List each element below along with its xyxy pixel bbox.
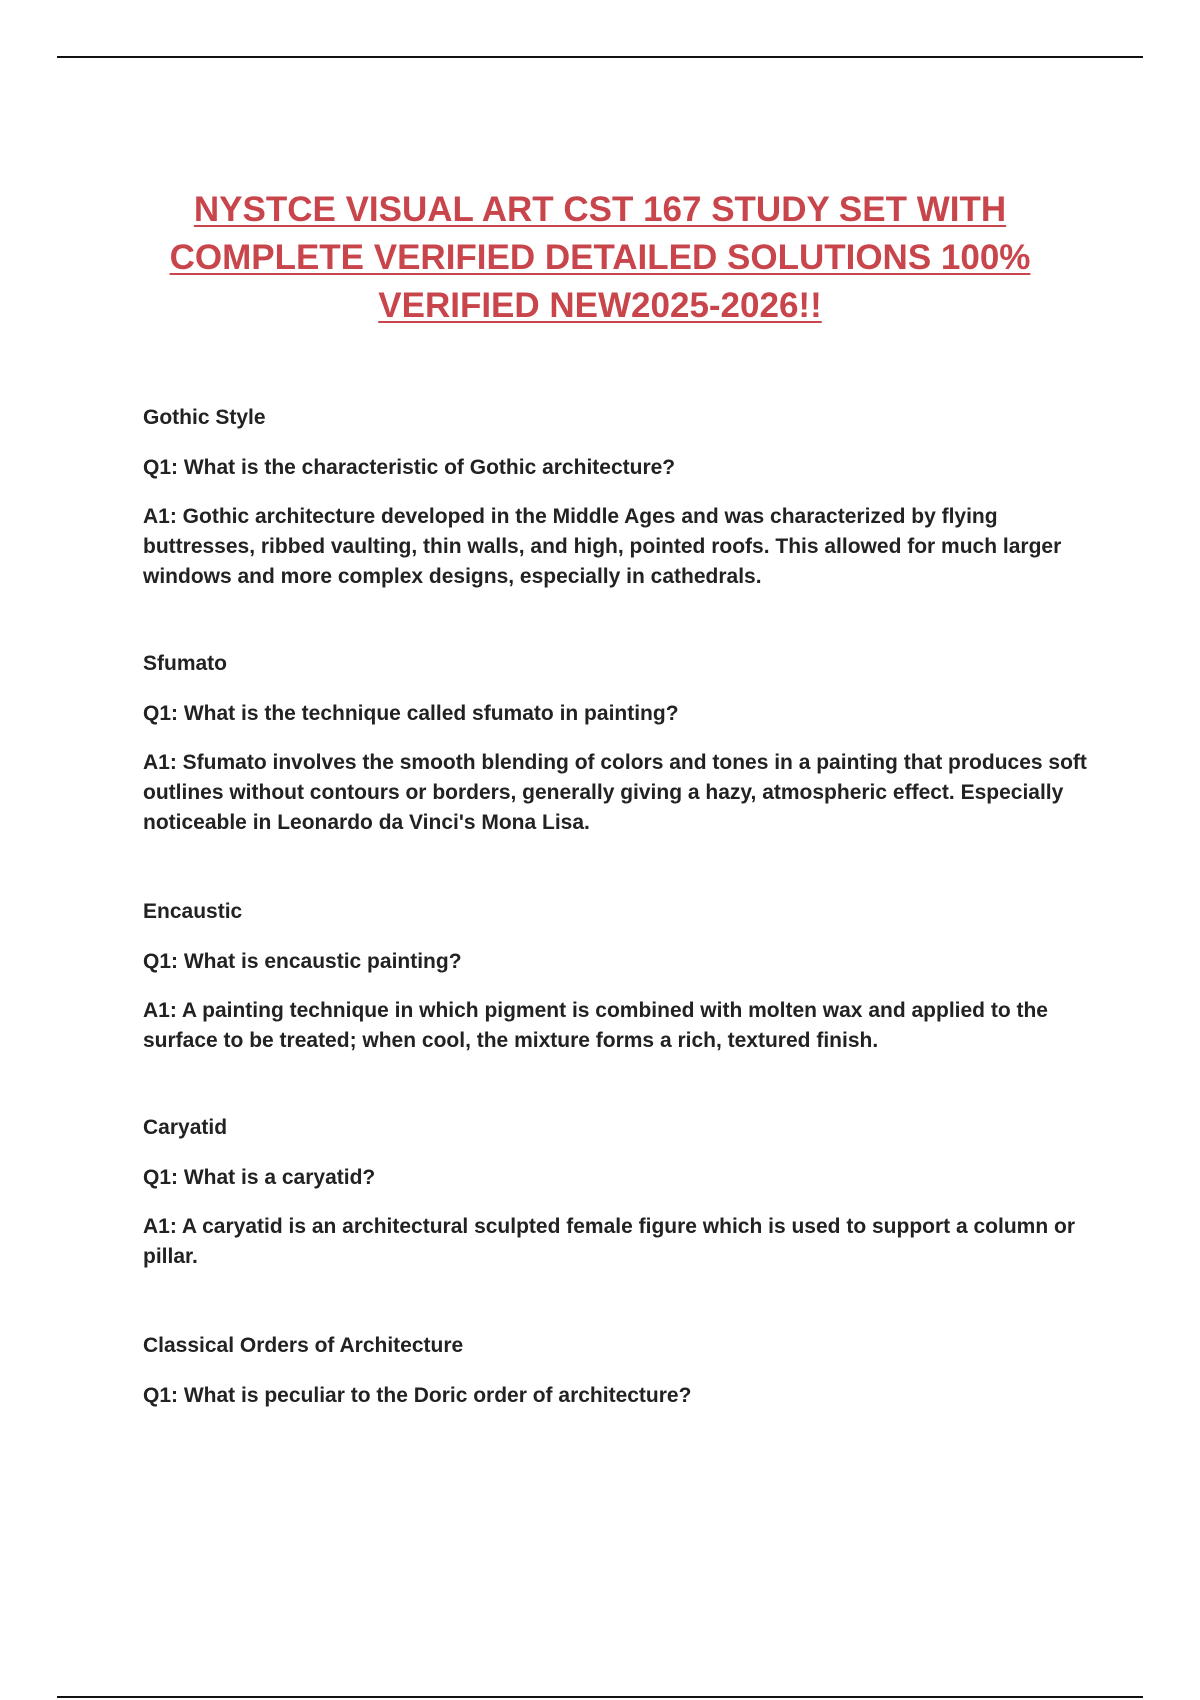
section-classical-orders — [143, 1332, 1093, 1410]
answer: A1: A caryatid is an architectural sculpted female figure which is used to support a column or pillar. — [143, 1215, 1075, 1268]
question: Q1: What is encaustic painting? — [143, 950, 462, 973]
question: Q1: What is a caryatid? — [143, 1166, 376, 1189]
bottom-rule — [57, 1696, 1143, 1698]
answer: A1: Gothic architecture developed in the Middle Ages and was characterized by flying buttresses, ribbed vaulting, thin walls, and high, pointed roofs. This allowed for much larger windows and more complex designs, especially in cathedrals. — [143, 505, 1062, 588]
document-body — [143, 404, 1093, 1470]
title-line-1: NYSTCE VISUAL ART CST 167 STUDY SET WITH — [193, 190, 1007, 229]
document-title — [100, 186, 1100, 330]
question: Q1: What is the technique called sfumato in painting? — [143, 702, 679, 725]
section-encaustic — [143, 898, 1093, 1056]
title-line-2: COMPLETE VERIFIED DETAILED SOLUTIONS 100% — [169, 238, 1031, 277]
section-caryatid — [143, 1114, 1093, 1272]
answer: A1: Sfumato involves the smooth blending of colors and tones in a painting that produces soft outlines without contours or borders, generally giving a hazy, atmospheric effect. Especially noticeable in Leonardo da Vinci's Mona Lisa. — [143, 751, 1087, 834]
section-heading: Classical Orders of Architecture — [143, 1334, 464, 1357]
section-heading: Gothic Style — [143, 406, 266, 429]
title-line-3: VERIFIED NEW2025-2026!! — [378, 286, 822, 325]
question: Q1: What is the characteristic of Gothic architecture? — [143, 456, 676, 479]
section-sfumato — [143, 650, 1093, 838]
section-heading: Caryatid — [143, 1116, 228, 1139]
answer: A1: A painting technique in which pigment is combined with molten wax and applied to the surface to be treated; when cool, the mixture forms a rich, textured finish. — [143, 999, 1048, 1052]
top-rule — [57, 56, 1143, 58]
section-heading: Encaustic — [143, 900, 243, 923]
section-heading: Sfumato — [143, 652, 227, 675]
question: Q1: What is peculiar to the Doric order of architecture? — [143, 1384, 692, 1407]
section-gothic-style — [143, 404, 1093, 592]
